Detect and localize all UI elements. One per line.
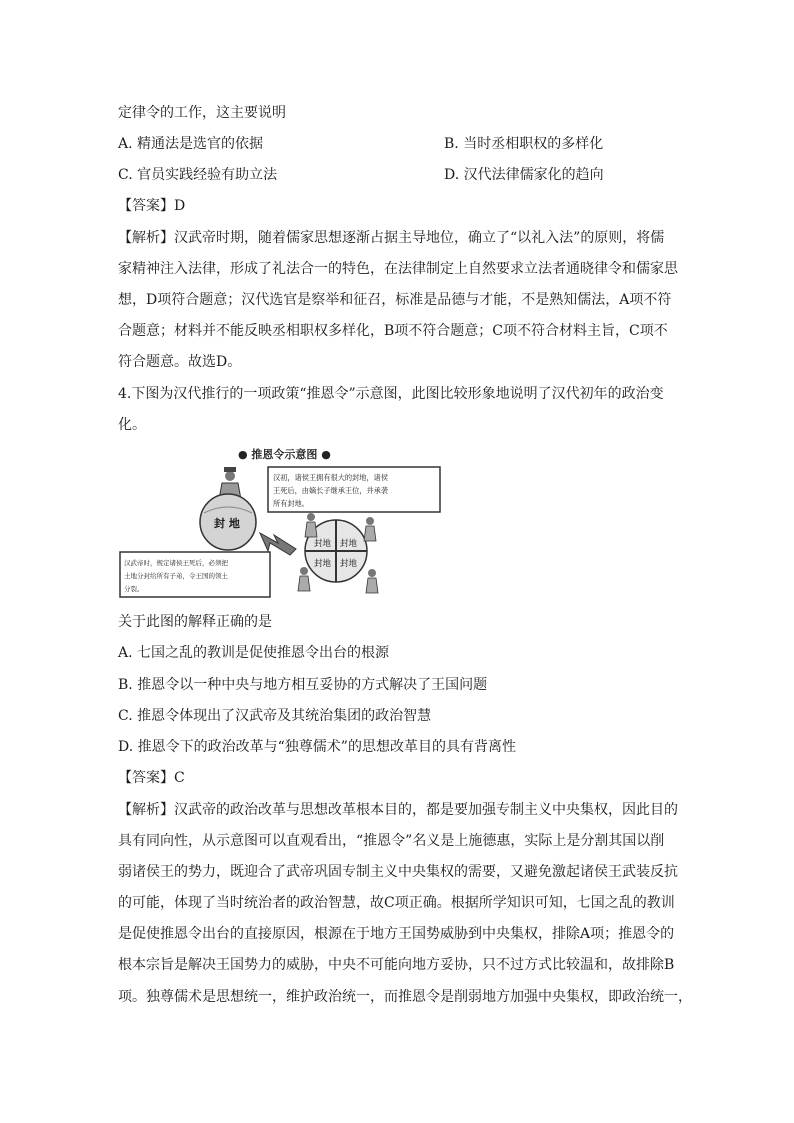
caption-bottom-line: 土地分封给所有子弟，令王国的领土 — [124, 572, 228, 580]
q3-analysis-line: 家精神注入法律，形成了礼法合一的特色，在法律制定上自然要求立法者通晓律令和儒家思 — [118, 261, 678, 277]
caption-bottom-line: 分裂。 — [124, 585, 144, 593]
tuienling-diagram — [118, 443, 448, 603]
small-land-label: 封地 — [314, 539, 332, 549]
q4-analysis-line: 根本宗旨是解决王国势力的威胁，中央不可能向地方妥协，只不过方式比较温和，故排除B — [118, 957, 675, 973]
q3-answer: 【答案】D — [118, 198, 186, 214]
q4-answer: 【答案】C — [118, 770, 185, 786]
son-figure-icon — [298, 567, 310, 591]
son-figure-icon — [366, 569, 378, 593]
son-figure-icon — [305, 513, 317, 537]
diagram-title: ● 推恩令示意图 ● — [238, 448, 331, 461]
q4-option-d: D. 推恩令下的政治改革与“独尊儒术”的思想改革目的具有背离性 — [118, 739, 516, 755]
q4-stem-line: 化。 — [118, 417, 146, 433]
q3-option-b: B. 当时丞相职权的多样化 — [444, 136, 604, 152]
small-land-label: 封地 — [314, 559, 332, 569]
q3-analysis-line: 【解析】汉武帝时期，随着儒家思想逐渐占据主导地位，确立了“以礼入法”的原则，将儒 — [118, 230, 665, 246]
q3-option-c: C. 官员实践经验有助立法 — [118, 167, 278, 183]
small-land-label: 封地 — [340, 559, 358, 569]
q3-option-a: A. 精通法是选官的依据 — [118, 136, 264, 152]
q4-option-a: A. 七国之乱的教训是促使推恩令出台的根源 — [118, 645, 390, 661]
q4-stem-line: 4.下图为汉代推行的一项政策“推恩令”示意图，此图比较形象地说明了汉代初年的政治变 — [118, 386, 664, 402]
q4-question: 关于此图的解释正确的是 — [118, 614, 272, 630]
q4-analysis-line: 【解析】汉武帝的政治改革与思想改革根本目的，都是要加强专制主义中央集权，因此目的 — [118, 802, 678, 818]
q4-analysis-line: 具有同向性，从示意图可以直观看出，“推恩令”名义是上施德惠，实际上是分割其国以削 — [118, 833, 665, 849]
caption-top-line: 所有封地。 — [273, 499, 309, 508]
small-land-label: 封地 — [340, 539, 358, 549]
q4-analysis-line: 弱诸侯王的势力，既迎合了武帝巩固专制主义中央集权的需要，又避免激起诸侯王武装反抗 — [118, 864, 678, 880]
q3-stem-tail: 定律令的工作，这主要说明 — [118, 105, 286, 121]
q4-analysis-line: 是促使推恩令出台的直接原因，根源在于地方王国势威胁到中央集权，排除A项；推恩令的 — [118, 926, 675, 942]
q3-analysis-line: 符合题意。故选D。 — [118, 354, 242, 370]
caption-bottom-line: 汉武帝时，规定诸侯王死后，必须把 — [124, 559, 228, 567]
caption-top-line: 王死后，由嫡长子继承王位，并承袭 — [273, 486, 389, 495]
q4-option-b: B. 推恩令以一种中央与地方相互妥协的方式解决了王国问题 — [118, 677, 488, 693]
q4-analysis-line: 的可能，体现了当时统治者的政治智慧，故C项正确。根据所学知识可知，七国之乱的教训 — [118, 895, 675, 911]
q3-analysis-line: 想，D项符合题意；汉代选官是察举和征召，标准是品德与才能，不是熟知儒法，A项不符 — [118, 292, 672, 308]
q3-option-d: D. 汉代法律儒家化的趋向 — [444, 167, 604, 183]
q4-analysis-line: 项。独尊儒术是思想统一，维护政治统一，而推恩令是削弱地方加强中央集权，即政治统一， — [118, 989, 692, 1005]
big-land-label: 封 地 — [214, 517, 240, 530]
caption-top-line: 汉初，诸侯王拥有很大的封地，诸侯 — [273, 473, 389, 482]
q4-option-c: C. 推恩令体现出了汉武帝及其统治集团的政治智慧 — [118, 708, 432, 724]
q3-analysis-line: 合题意；材料并不能反映丞相职权多样化，B项不符合题意；C项不符合材料主旨，C项不 — [118, 323, 668, 339]
son-figure-icon — [364, 517, 376, 541]
